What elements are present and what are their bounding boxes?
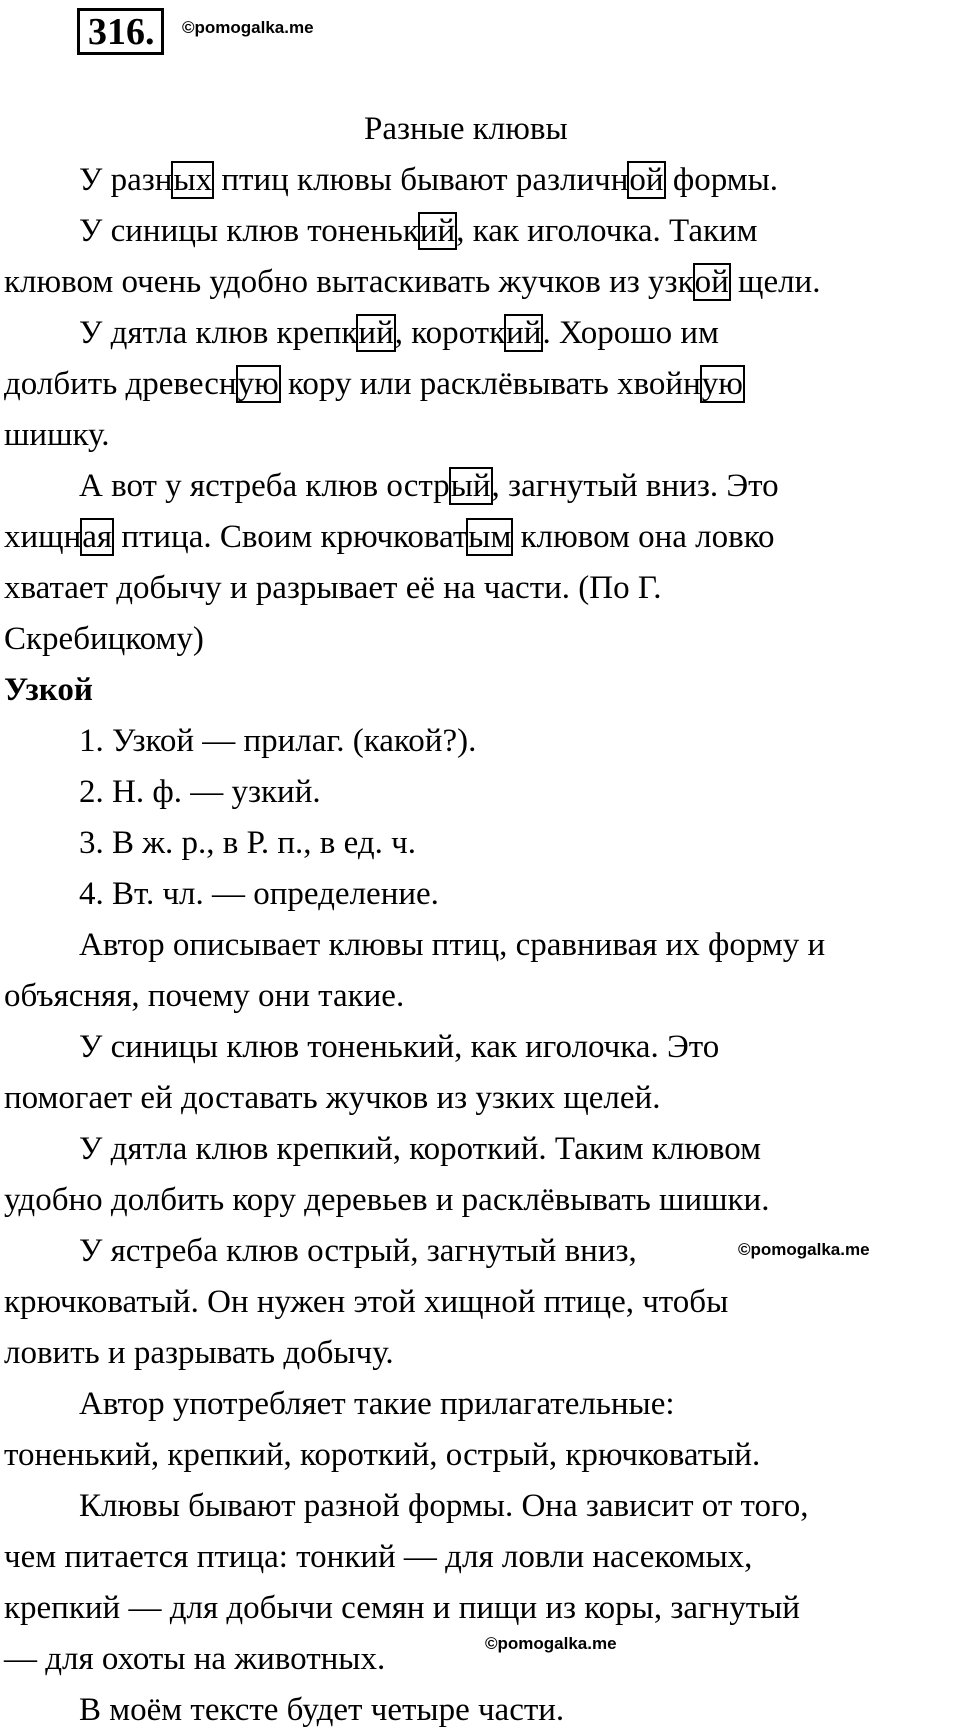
answer-line-3: У синицы клюв тоненький, как иголочка. Это (79, 1029, 720, 1065)
ending-box: ой (629, 162, 664, 198)
watermark-mid: ©pomogalka.me (738, 1240, 870, 1259)
ending-box: ый (450, 468, 491, 504)
exercise-header (77, 8, 164, 55)
answer-line-10: Автор употребляет такие прилагательные: (79, 1386, 675, 1422)
answer-line-2: объясняя, почему они такие. (4, 978, 405, 1014)
text-fragment: птиц клювы бывают различн (213, 162, 629, 198)
parse-item-4: 4. Вт. чл. — определение. (79, 876, 439, 912)
text-fragment: А вот у ястреба клюв остр (79, 468, 450, 504)
ending-box: ий (419, 213, 456, 249)
text-fragment: У разн (79, 162, 173, 198)
text-line-10: Скребицкому) (4, 621, 204, 657)
answer-line-7: У ястреба клюв острый, загнутый вниз, (79, 1233, 637, 1269)
parse-item-1: 1. Узкой — прилаг. (какой?). (79, 723, 477, 759)
text-fragment: , как иголочка. Таким (456, 213, 758, 249)
text-line-3 (4, 257, 959, 308)
ending-box: ий (506, 315, 542, 351)
text-fragment: щели. (729, 264, 821, 300)
answer-line-5: У дятла клюв крепкий, короткий. Таким клювом (79, 1131, 761, 1167)
answer-line-6: удобно долбить кору деревьев и расклёвывать шишки. (4, 1182, 770, 1218)
text-line-5 (4, 359, 959, 410)
text-fragment: . Хорошо им (542, 315, 719, 351)
ending-box: ий (358, 315, 394, 351)
answer-line-8: крючковатый. Он нужен этой хищной птице, чтобы (4, 1284, 729, 1320)
ending-box: ых (173, 162, 213, 198)
text-fragment: хищн (4, 519, 82, 555)
text-line-2 (4, 206, 959, 257)
ending-box: ая (82, 519, 113, 555)
exercise-number: 316. (77, 8, 164, 55)
answer-line-16: В моём тексте будет четыре части. (79, 1692, 565, 1728)
text-fragment: У синицы клюв тоненьк (79, 213, 419, 249)
answer-line-1: Автор описывает клювы птиц, сравнивая их форму и (79, 927, 826, 963)
answer-line-14: крепкий — для добычи семян и пищи из коры, загнутый (4, 1590, 800, 1626)
parse-item-2: 2. Н. ф. — узкий. (79, 774, 321, 810)
answer-line-15: — для охоты на животных. (4, 1641, 386, 1677)
document-body (4, 104, 959, 1736)
text-fragment: формы. (664, 162, 779, 198)
text-line-6: шишку. (4, 417, 110, 453)
parse-item-3: 3. В ж. р., в Р. п., в ед. ч. (79, 825, 416, 861)
watermark-header: ©pomogalka.me (182, 18, 314, 37)
answer-line-9: ловить и разрывать добычу. (4, 1335, 394, 1371)
answer-line-11: тоненький, крепкий, короткий, острый, крючковатый. (4, 1437, 761, 1473)
answer-line-13: чем питается птица: тонкий — для ловли насекомых, (4, 1539, 753, 1575)
text-fragment: птица. Своим крючковат (113, 519, 468, 555)
text-fragment: , загнутый вниз. Это (491, 468, 779, 504)
text-fragment: долбить древесн (4, 366, 237, 402)
text-fragment: кору или расклёвывать хвойн (279, 366, 701, 402)
text-title: Разные клювы (364, 111, 568, 147)
text-fragment: клювом она ловко (512, 519, 775, 555)
ending-box: ую (237, 366, 279, 402)
text-fragment: , коротк (394, 315, 506, 351)
text-line-8 (4, 512, 959, 563)
ending-box: ым (468, 519, 512, 555)
text-fragment: клювом очень удобно вытаскивать жучков из узк (4, 264, 694, 300)
text-line-7 (4, 461, 959, 512)
parse-heading: Узкой (4, 672, 93, 708)
ending-box: ую (701, 366, 743, 402)
watermark-bottom: ©pomogalka.me (485, 1634, 617, 1653)
answer-line-4: помогает ей доставать жучков из узких щелей. (4, 1080, 661, 1116)
text-line-1 (4, 155, 959, 206)
answer-line-12: Клювы бывают разной формы. Она зависит от того, (79, 1488, 809, 1524)
text-line-4 (4, 308, 959, 359)
text-line-9: хватает добычу и разрывает её на части. (По Г. (4, 570, 662, 606)
text-fragment: У дятла клюв крепк (79, 315, 358, 351)
ending-box: ой (694, 264, 729, 300)
